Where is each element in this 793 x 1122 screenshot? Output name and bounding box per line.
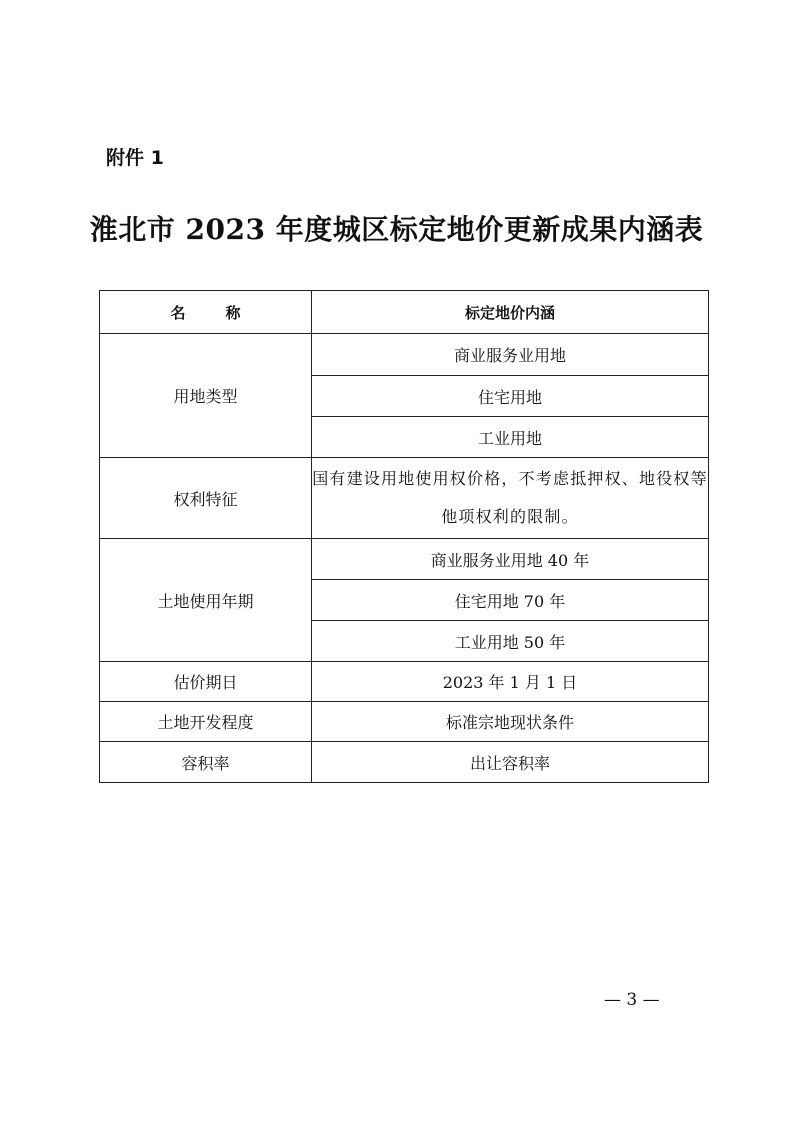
table-header-row	[100, 291, 709, 334]
page-number: — 3 —	[604, 990, 660, 1010]
land-price-meaning-table	[99, 290, 709, 783]
table-row	[100, 458, 709, 539]
table-row	[100, 662, 709, 702]
land-use-type-value: 工业用地	[312, 417, 709, 458]
term-value: 商业服务业用地 40 年	[312, 539, 709, 580]
development-value: 标准宗地现状条件	[312, 702, 709, 742]
header-content-cell: 标定地价内涵	[312, 291, 709, 334]
land-use-type-label: 用地类型	[100, 334, 312, 458]
attachment-label: 附件 1	[106, 147, 164, 169]
header-name-cell	[100, 291, 312, 334]
land-use-type-value: 商业服务业用地	[312, 334, 709, 376]
valuation-date-value: 2023 年 1 月 1 日	[312, 662, 709, 702]
term-value: 住宅用地 70 年	[312, 580, 709, 621]
document-title: 淮北市 2023 年度城区标定地价更新成果内涵表	[89, 213, 704, 246]
term-label: 土地使用年期	[100, 539, 312, 662]
rights-label: 权利特征	[100, 458, 312, 539]
rights-value: 国有建设用地使用权价格，不考虑抵押权、地役权等他项权利的限制。	[312, 458, 709, 539]
far-label: 容积率	[100, 742, 312, 783]
header-name: 名称	[170, 303, 281, 322]
valuation-date-label: 估价期日	[100, 662, 312, 702]
table-row	[100, 702, 709, 742]
table-row	[100, 334, 709, 376]
far-value: 出让容积率	[312, 742, 709, 783]
development-label: 土地开发程度	[100, 702, 312, 742]
table-row	[100, 742, 709, 783]
land-use-type-value: 住宅用地	[312, 376, 709, 417]
table-row	[100, 539, 709, 580]
term-value: 工业用地 50 年	[312, 621, 709, 662]
